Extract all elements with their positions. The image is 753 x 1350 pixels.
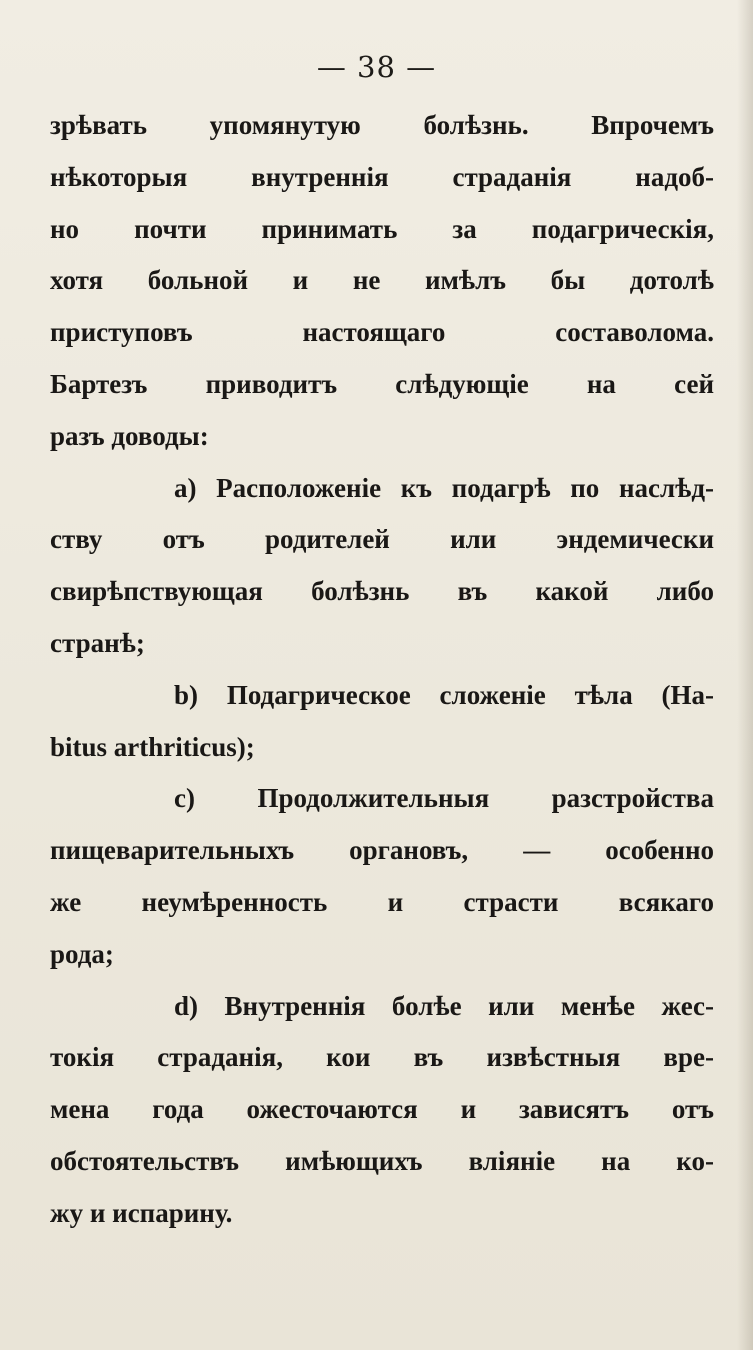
text-line: жу и испарину. <box>50 1197 233 1228</box>
text-line: bitus arthriticus); <box>50 731 255 762</box>
text-line: свирѣпствующая болѣзнь въ какой либо <box>50 576 714 607</box>
text-line: c) Продолжительныя разстройства <box>174 783 714 814</box>
page-spine-shadow <box>737 0 753 1350</box>
text-line: странѣ; <box>50 627 145 658</box>
text-line: нѣкоторыя внутреннія страданія надоб- <box>50 161 714 192</box>
text-line: рода; <box>50 938 114 969</box>
text-line: но почти принимать за подагрическія, <box>50 213 714 244</box>
text-line: приступовъ настоящаго составолома. <box>50 317 714 348</box>
text-line: b) Подагрическое сложеніе тѣла (Ha- <box>174 679 714 710</box>
text-line: ству отъ родителей или эндемически <box>50 524 714 555</box>
text-line: хотя больной и не имѣлъ бы дотолѣ <box>50 265 714 296</box>
text-line: пищеварительныхъ органовъ, — особенно <box>50 835 714 866</box>
body-text <box>50 100 714 1240</box>
text-line: a) Расположеніе къ подагрѣ по наслѣд- <box>174 472 714 503</box>
text-line: разъ доводы: <box>50 420 209 451</box>
text-line: мена года ожесточаются и зависятъ отъ <box>50 1094 714 1125</box>
text-line: токія страданія, кои въ извѣстныя вре- <box>50 1042 714 1073</box>
text-line: же неумѣренность и страсти всякаго <box>50 886 714 917</box>
text-line: Бартезъ приводитъ слѣдующіе на сей <box>50 368 714 399</box>
text-line: зрѣвать упомянутую болѣзнь. Впрочемъ <box>50 110 714 140</box>
text-line: d) Внутреннія болѣе или менѣе жес- <box>174 990 714 1021</box>
text-line: обстоятельствъ имѣющихъ вліяніе на ко- <box>50 1145 714 1176</box>
page-number: — 38 — <box>316 50 437 84</box>
